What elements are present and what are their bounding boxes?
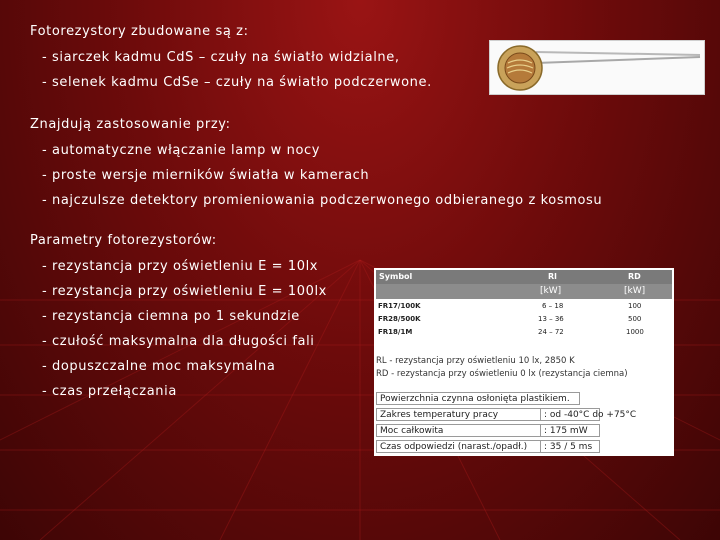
spec-box-label: Zakres temperatury pracy	[380, 410, 499, 420]
parameter-item: - dopuszczalne moc maksymalna	[42, 359, 276, 374]
application-item: - automatyczne włączanie lamp w nocy	[42, 143, 321, 158]
row-rl: 13 – 36	[538, 315, 564, 323]
spec-box-label: Powierzchnia czynna osłonięta plastikiem.	[380, 394, 570, 404]
parameter-item: - rezystancja ciemna po 1 sekundzie	[42, 309, 300, 324]
spec-box	[376, 424, 600, 437]
table-row	[376, 328, 672, 340]
application-item: - najczulsze detektory promieniowania podczerwonego odbieranego z kosmosu	[42, 193, 603, 208]
unit-rl: [kW]	[540, 286, 562, 296]
row-rl: 6 – 18	[542, 302, 564, 310]
row-symbol: FR18/1M	[378, 328, 413, 336]
unit-rd: [kW]	[624, 286, 646, 296]
spec-box-value: : 175 mW	[540, 425, 588, 437]
header-symbol: Symbol	[379, 272, 413, 281]
applications-title: Znajdują zastosowanie przy:	[30, 117, 231, 132]
row-rd: 100	[628, 302, 642, 310]
row-symbol: FR28/500K	[378, 315, 421, 323]
spec-box-value: : 35 / 5 ms	[540, 441, 592, 453]
photoresistor-image	[489, 40, 705, 95]
parameter-item: - czułość maksymalna dla długości fali	[42, 334, 315, 349]
spec-note: RL - rezystancja przy oświetleniu 10 lx, 2850 K	[376, 356, 575, 366]
intro-text: Fotorezystory zbudowane są z:	[30, 24, 249, 39]
row-rl: 24 – 72	[538, 328, 564, 336]
parameters-title: Parametry fotorezystorów:	[30, 233, 217, 248]
photoresistor-photo-icon	[490, 41, 704, 94]
parameter-item: - rezystancja przy oświetleniu E = 10lx	[42, 259, 319, 274]
spec-box	[376, 408, 637, 421]
material-item: - siarczek kadmu CdS – czuły na światło widzialne,	[42, 50, 400, 65]
spec-box-label: Moc całkowita	[380, 426, 444, 436]
application-item: - proste wersje mierników światła w kamerach	[42, 168, 370, 183]
spec-table	[374, 268, 674, 456]
table-row	[376, 315, 672, 327]
header-rl: Rl	[548, 272, 557, 281]
spec-box	[376, 440, 600, 453]
spec-box-label: Czas odpowiedzi (narast./opadł.)	[380, 442, 528, 452]
table-row	[376, 302, 672, 314]
parameter-item: - rezystancja przy oświetleniu E = 100lx	[42, 284, 327, 299]
spec-box-value: : od -40°C do +75°C	[540, 409, 636, 421]
row-rd: 1000	[626, 328, 644, 336]
row-rd: 500	[628, 315, 642, 323]
header-rd: RD	[628, 272, 641, 281]
row-symbol: FR17/100K	[378, 302, 421, 310]
parameter-item: - czas przełączania	[42, 384, 177, 399]
spec-note: RD - rezystancja przy oświetleniu 0 lx (rezystancja ciemna)	[376, 369, 628, 379]
spec-header-row	[376, 270, 672, 284]
material-item: - selenek kadmu CdSe – czuły na światło podczerwone.	[42, 75, 432, 90]
spec-box	[376, 392, 580, 405]
spec-unit-row	[376, 284, 672, 299]
